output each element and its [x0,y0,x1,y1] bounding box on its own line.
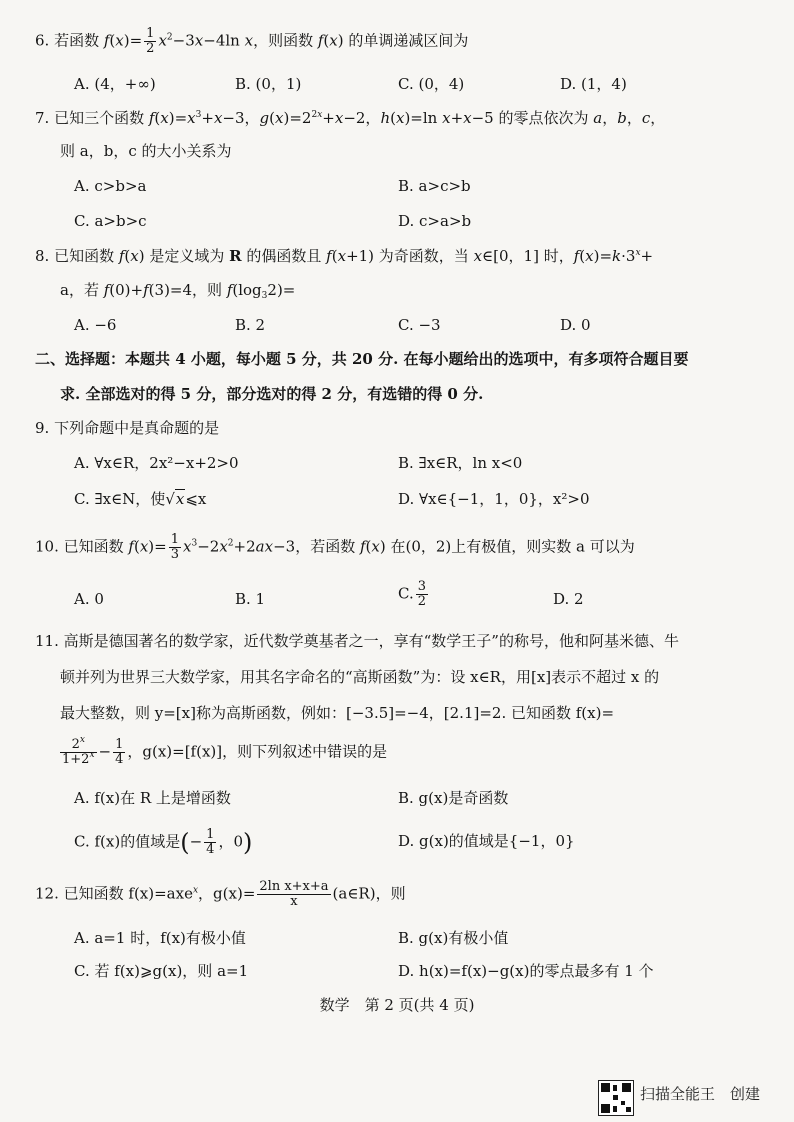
q6-stem: 6. 若函数 f(x)= $\frac{1}{2}$ $x^2-3x-4\ln$ x，则函数 f(x) 的单调递减区间为 [35,26,469,56]
q12-text-1: 12. 已知函数 f(x)=axe [35,884,193,903]
q11-option-c-fraction: $\frac{1}{4}$ [206,827,215,857]
q9-option-c-text: C. ∃x∈N，使 [74,490,166,508]
q9-option-d: D. ∀x∈{−1，1，0}，x²>0 [398,490,590,508]
q10-option-c-den: 2 [417,594,426,609]
q12-option-c: C. 若 f(x)⩾g(x)，则 a=1 [74,962,249,980]
q9-option-c-text-2: ⩽x [185,490,207,508]
q10-option-d: D. 2 [553,590,584,608]
q8-text-4: 为奇函数，当 [374,247,474,265]
q7-stem-text-2: 的零点依次为 [493,109,594,127]
q12-option-a: A. a=1 时，f(x)有极小值 [74,929,246,947]
q10-option-a: A. 0 [74,590,104,608]
q8-text-6: a，若 [60,281,104,299]
q9-option-a: A. ∀x∈R，2x²−x+2>0 [74,454,239,472]
q6-stem-text-3: 的单调递减区间为 [343,31,469,50]
qr-code-icon [598,1080,634,1116]
q8-text-7: ，则 [192,281,227,299]
q11-line2: 顿并列为世界三大数学家，用其名字命名的“高斯函数”为：设 x∈R，用[x]表示不超过 x 的 [60,668,660,686]
q10-option-c-num: 3 [417,579,426,594]
q12-stem: 12. 已知函数 f(x)=axe$^x$，g(x)= $\frac{\text{2ln x+x+a}}{x}$ (a∈R)，则 [35,879,406,909]
q8-text-2: 是定义域为 [144,247,230,265]
page-footer: 数学 第 2 页(共 4 页) [319,996,475,1014]
q7-option-a: A. c>b>a [74,177,147,195]
q8-text-3: 的偶函数且 [241,247,327,265]
q8-stem-line2: a，若 f(0)+f(3)=4，则 $f(\log_32)=$ [60,281,296,301]
q11-option-b: B. g(x)是奇函数 [398,789,509,807]
q11-option-a: A. f(x)在 R 上是增函数 [74,789,231,807]
q8-text-5: 时， [538,247,574,265]
q7-option-b: B. a>c>b [398,177,471,195]
q8-option-b: B. 2 [235,316,266,334]
q8-stem-line1: 8. 已知函数 f(x) 是定义域为 R 的偶函数且 f(x+1) 为奇函数，当 x∈[0，1] 时，$f(x)=k\cdot 3^x+$ [35,247,654,265]
q6-option-c: C. (0，4) [398,75,465,93]
q10-text-3: 在(0，2)上有极值，则实数 a 可以为 [385,537,635,556]
q10-option-c [398,580,430,609]
q12-fraction [257,880,330,909]
q6-option-d: D. (1，4) [560,75,627,93]
q7-stem-text-3: ， [650,109,666,127]
q8-option-c: C. −3 [398,316,441,334]
q12-fraction-num: 2ln x+x+a [259,879,329,894]
q10-option-b: B. 1 [235,590,266,608]
section2-heading-line1: 二、选择题：本题共 4 小题，每小题 5 分，共 20 分. 在每小题给出的选项中，有多项符合题目要 [35,350,689,368]
q6-stem-text-2: ，则函数 [253,31,318,50]
q11-fraction-2: $\frac{1}{4}$ [115,737,124,767]
q10-option-c-label: C. [398,584,414,603]
q9-option-b: B. ∃x∈R，ln x<0 [398,454,523,472]
q6-stem-text: 6. 若函数 [35,31,104,50]
q10-text-2: ，若函数 [295,537,360,556]
q11-line4: $\frac{2^x}{1+2^x}$ − $\frac{1}{4}$ ，g(x)=[f(x)]，则下列叙述中错误的是 [62,735,388,767]
scanner-watermark: 扫描全能王 创建 [640,1085,761,1103]
q8-text-1: 8. 已知函数 [35,247,119,265]
q12-text-2: ，g(x)= [198,884,256,903]
q11-option-c: C. f(x)的值域是(− $\frac{1}{4}$ ，0) [74,827,253,857]
section2-heading-line2: 求. 全部选对的得 5 分，部分选对的得 2 分，有选错的得 0 分. [60,385,484,403]
q10-option-c-fraction [416,580,428,609]
q12-option-d: D. h(x)=f(x)−g(x)的零点最多有 1 个 [398,962,654,980]
q7-stem: 7. 已知三个函数 $f(x)=x^3+x-3$，$g(x)=2^{2x}+x-2$，h(x)=ln x+x−5 的零点依次为 a，b，c， [35,109,666,127]
q7-option-d: D. c>a>b [398,212,472,230]
q11-option-d: D. g(x)的值域是{−1，0} [398,832,575,850]
q7-stem-text: 7. 已知三个函数 [35,109,149,127]
q11-fraction-1: $\frac{2^x}{1+2^x}$ [62,735,95,767]
q6-option-b: B. (0，1) [235,75,302,93]
q11-line4-text: ，g(x)=[f(x)]，则下列叙述中错误的是 [127,742,388,761]
q7-option-c: C. a>b>c [74,212,147,230]
q9-option-c: C. ∃x∈N，使√x⩽x [74,490,207,508]
q9-stem: 9. 下列命题中是真命题的是 [35,419,220,437]
q12-fraction-den: x [290,894,298,909]
q12-text-3: (a∈R)，则 [332,884,406,903]
q10-text-1: 10. 已知函数 [35,537,129,556]
q7-stem-line2: 则 a，b，c 的大小关系为 [60,142,232,160]
q10-fraction: $\frac{1}{3}$ [170,532,179,562]
q6-fraction: $\frac{1}{2}$ [146,26,155,56]
q11-line1: 11. 高斯是德国著名的数学家，近代数学奠基者之一，享有“数学王子”的称号，他和阿基米德、牛 [35,632,679,650]
q11-option-c-text: C. f(x)的值域是 [74,832,181,851]
q10-stem: 10. 已知函数 f(x)= $\frac{1}{3}$ $x^3-2x^2+2ax-3$，若函数 f(x) 在(0，2)上有极值，则实数 a 可以为 [35,532,635,562]
q11-line3: 最大整数，则 y=[x]称为高斯函数，例如：[−3.5]=−4，[2.1]=2. 已知函数 f(x)= [60,704,615,722]
q12-option-b: B. g(x)有极小值 [398,929,509,947]
q8-option-d: D. 0 [560,316,591,334]
q6-option-a: A. (4，+∞) [74,75,156,93]
q8-option-a: A. −6 [74,316,117,334]
